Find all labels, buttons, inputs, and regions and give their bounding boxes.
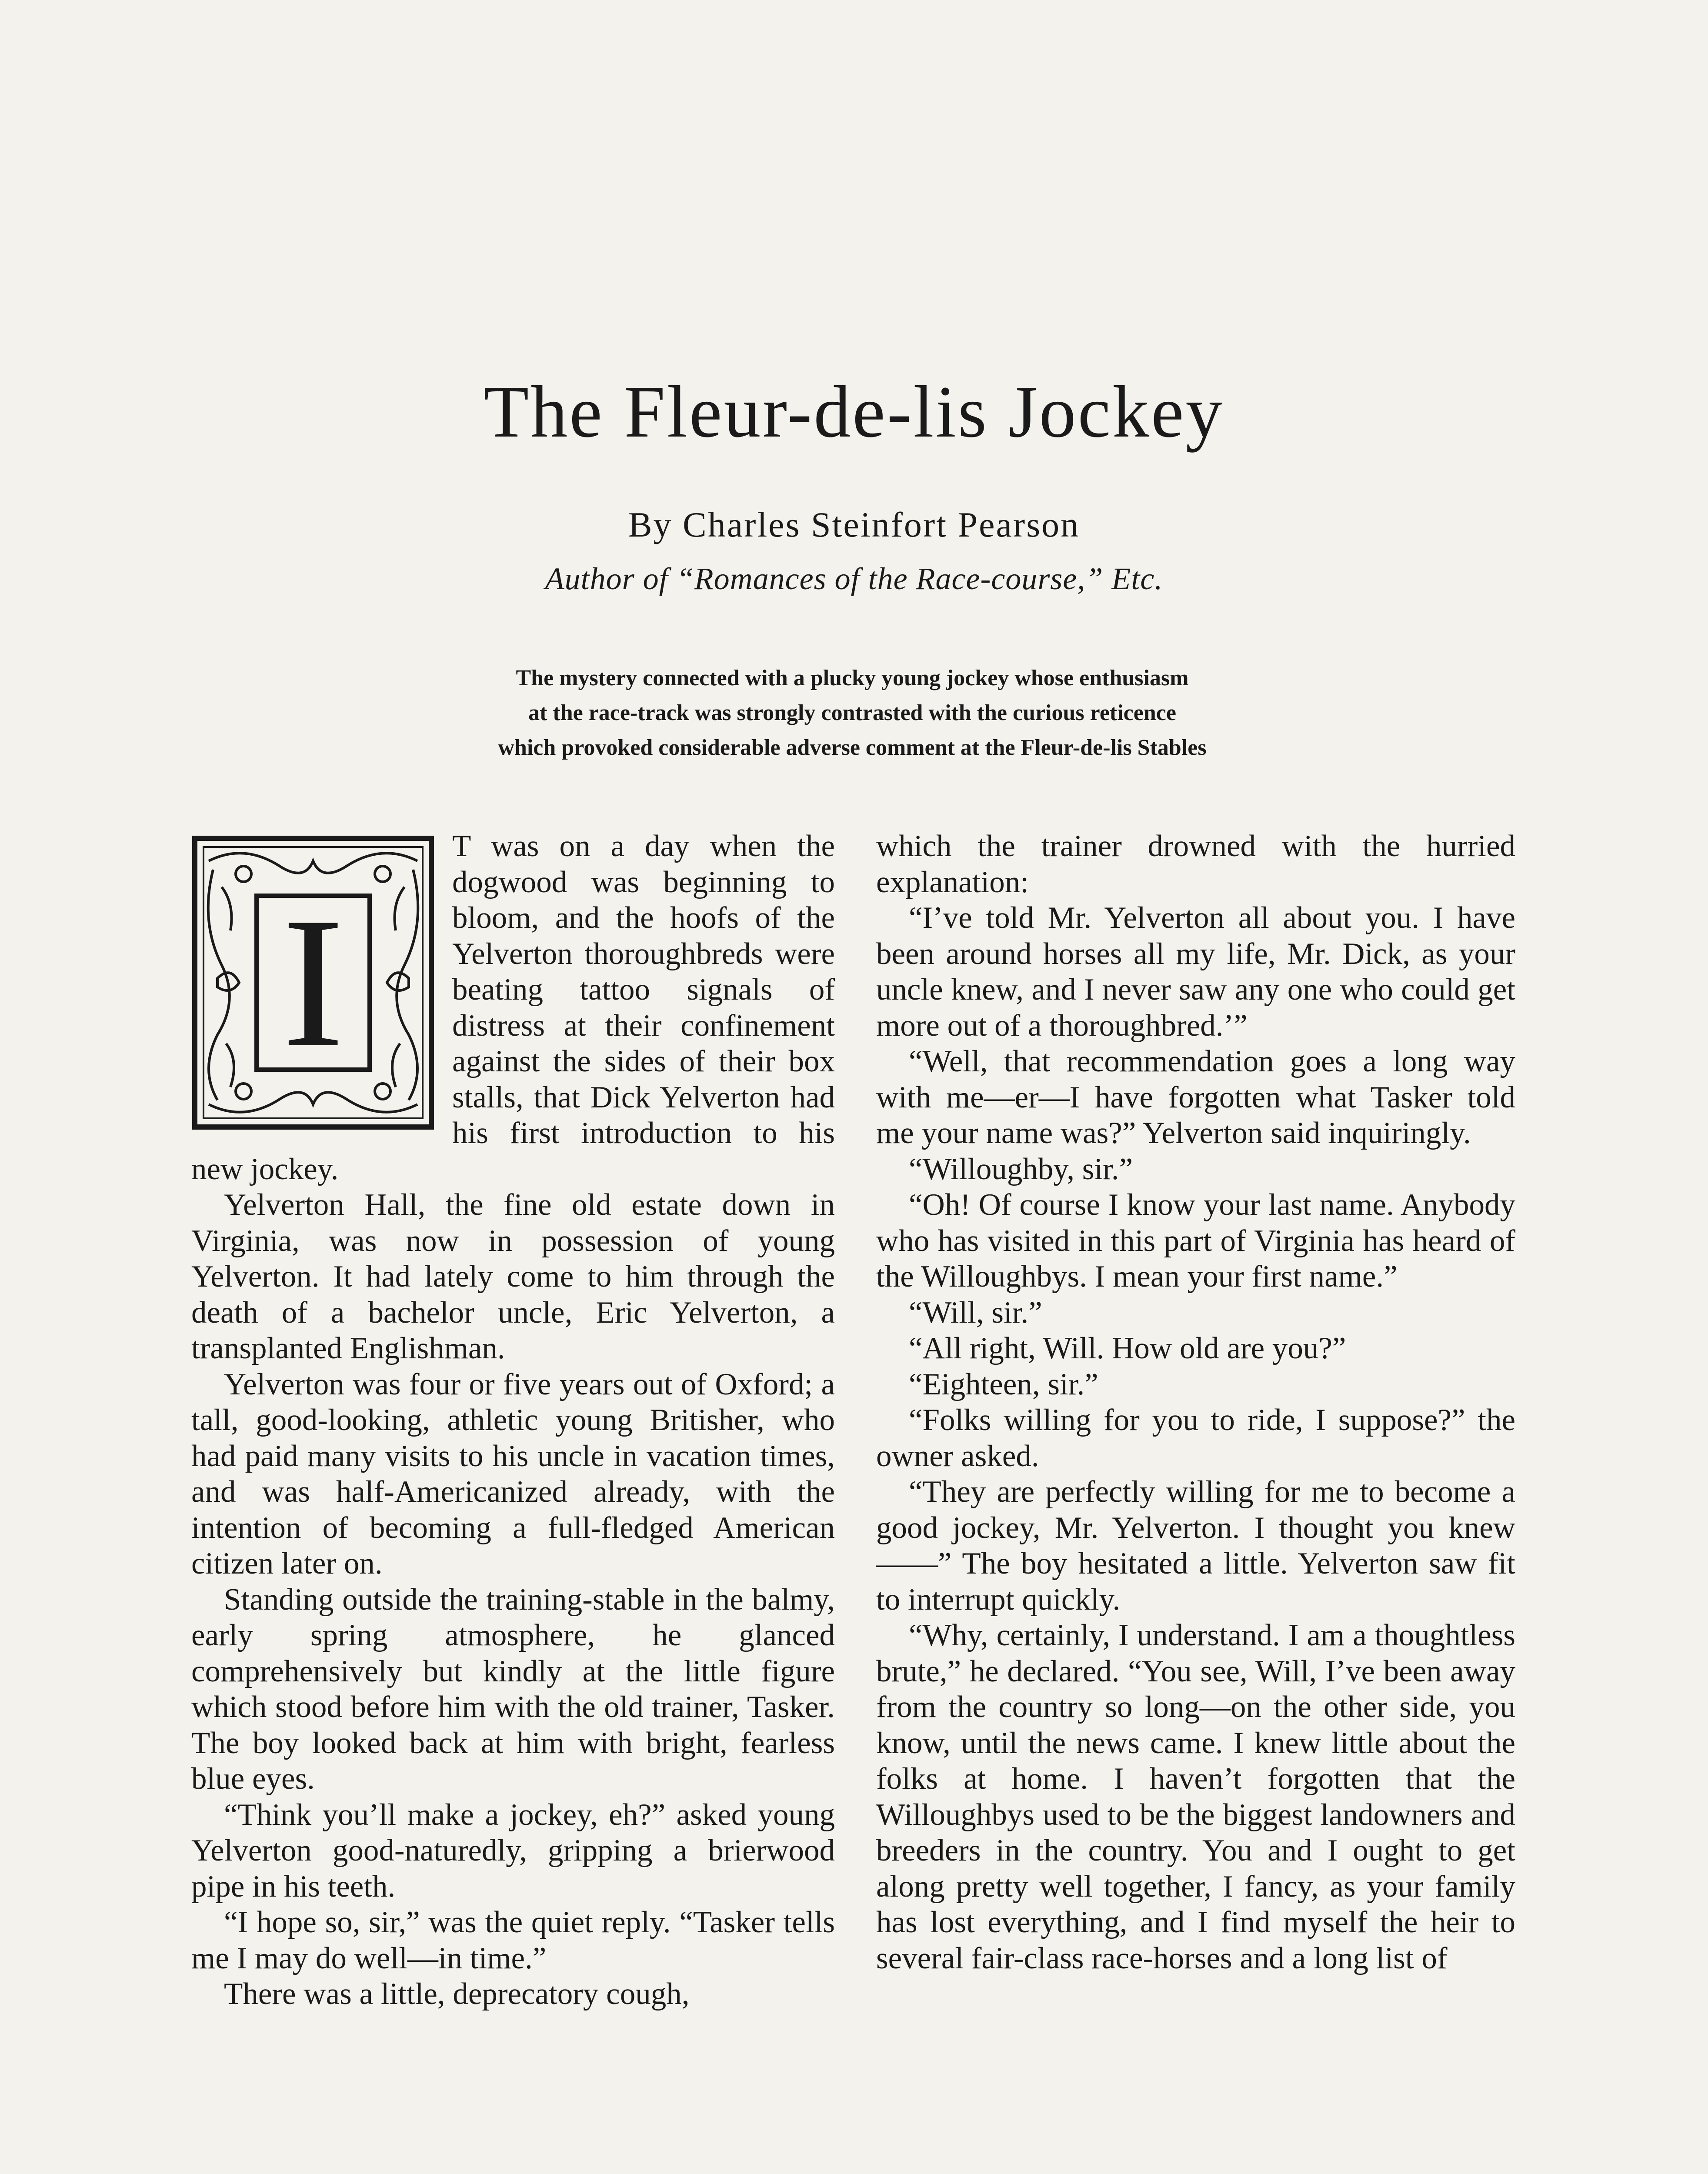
paragraph: “Why, certainly, I understand. I am a thoughtless brute,” he declared. “You see, Will, I’ve been away from the country so long—on the other side, you know, until the news came. I knew little about the folks at home. I haven’t forgotten that the Willoughbys used to be the biggest landowners and breeders in the country. You and I ought to get along pretty well together, I fancy, as your family has lost everything, and I find myself the heir to several fair-class race-horses and a long list of — [876, 1618, 1515, 1975]
paragraph: There was a little, deprecatory cough, — [224, 1977, 690, 2011]
paragraph: Yelverton was four or five years out of Oxford; a tall, good-looking, athletic young Britisher, who had paid many visits to his uncle in vacation times, and was half-Americanized already, with the intention of becoming a full-fledged American citizen later on. — [191, 1367, 835, 1580]
ornamental-drop-cap — [191, 835, 435, 1130]
paragraph: Yelverton Hall, the fine old estate down in Virginia, was now in possession of young Yelverton. It had lately come to him through the death of a bachelor uncle, Eric Yelverton, a transplanted Englishman. — [191, 1188, 835, 1365]
paragraph: which the trainer drowned with the hurried explanation: — [876, 829, 1515, 899]
paragraph: T was on a day when the dogwood was beginning to bloom, and the hoofs of the Yelverton thoroughbreds were beating tattoo signals of distress at their confinement against the sides of their box stalls, that Dick Yelverton had his first introduction to his new jockey. — [191, 829, 835, 1186]
paragraph: “Folks willing for you to ride, I suppose?” the owner asked. — [876, 1403, 1515, 1473]
paragraph: “Will, sir.” — [909, 1295, 1042, 1330]
paragraph: “Willoughby, sir.” — [909, 1152, 1133, 1186]
deck-line: which provoked considerable adverse comment at the Fleur-de-lis Stables — [498, 735, 1207, 760]
deck-line: The mystery connected with a plucky young jockey whose enthusiasm — [516, 666, 1189, 690]
paragraph: “I’ve told Mr. Yelverton all about you. I have been around horses all my life, Mr. Dick, as your uncle knew, and I never saw any one who could get more out of a thoroughbred.’” — [876, 901, 1515, 1043]
paragraph: “I hope so, sir,” was the quiet reply. “Tasker tells me I may do well—in time.” — [191, 1905, 835, 1975]
author-credits: Author of “Romances of the Race-course,” Etc. — [545, 561, 1163, 596]
article-title: The Fleur-de-lis Jockey — [484, 371, 1224, 453]
left-column — [191, 828, 835, 2012]
paragraph: “Eighteen, sir.” — [909, 1367, 1098, 1401]
deck-line: at the race-track was strongly contrasted with the curious reticence — [528, 700, 1176, 725]
paragraph: “Well, that recommendation goes a long way with me—er—I have forgotten what Tasker told me your name was?” Yelverton said inquiringly. — [876, 1044, 1515, 1150]
paragraph: “All right, Will. How old are you?” — [909, 1331, 1346, 1365]
article-byline: By Charles Steinfort Pearson — [628, 505, 1080, 544]
paragraph: “They are perfectly willing for me to become a good jockey, Mr. Yelverton. I thought you knew——” The boy hesitated a little. Yelverton saw fit to interrupt quickly. — [876, 1475, 1515, 1617]
paragraph: Standing outside the training-stable in the balmy, early spring atmosphere, he glanced comprehensively but kindly at the little figure which stood before him with the old trainer, Tasker. The boy looked back at him with bright, fearless blue eyes. — [191, 1582, 835, 1796]
paragraph: “Oh! Of course I know your last name. Anybody who has visited in this part of Virginia has heard of the Willoughbys. I mean your first name.” — [876, 1188, 1515, 1294]
drop-cap-letter: I — [282, 879, 344, 1086]
paragraph: “Think you’ll make a jockey, eh?” asked young Yelverton good-naturedly, gripping a brierwood pipe in his teeth. — [191, 1797, 835, 1904]
right-column — [876, 828, 1515, 1976]
article-deck — [383, 661, 1322, 765]
